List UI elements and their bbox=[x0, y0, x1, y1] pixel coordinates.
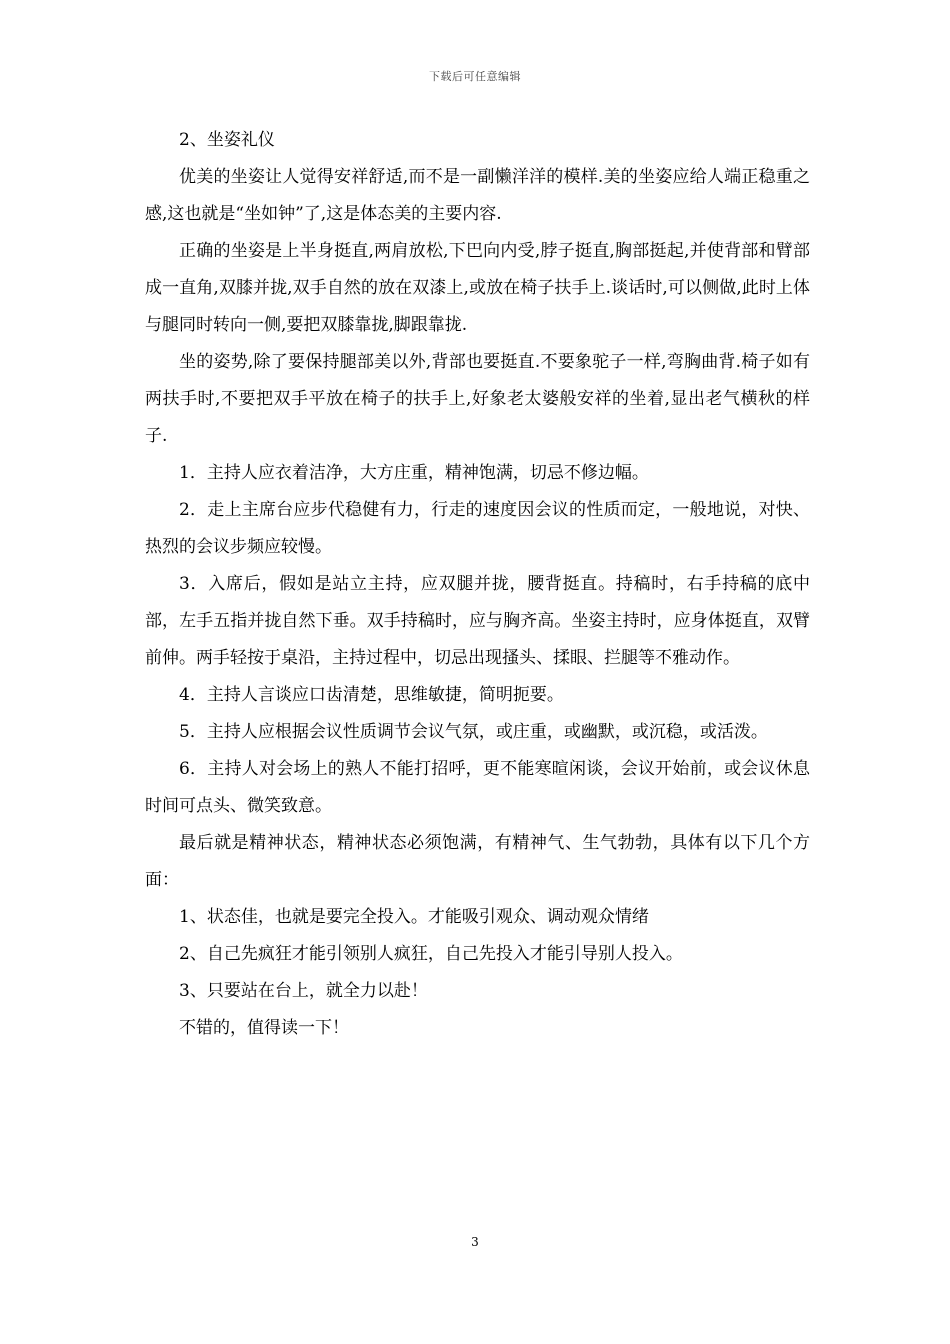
page-number: 3 bbox=[471, 1235, 479, 1249]
list-item: 1．主持人应衣着洁净，大方庄重，精神饱满，切忌不修边幅。 bbox=[179, 463, 649, 483]
list-item: 4．主持人言谈应口齿清楚，思维敏捷，简明扼要。 bbox=[179, 685, 564, 705]
list-item: 2、自己先疯狂才能引领别人疯狂，自己先投入才能引导别人投入。 bbox=[179, 944, 683, 964]
section-heading: 2、坐姿礼仪 bbox=[179, 130, 275, 150]
list-item: 1、状态佳，也就是要完全投入。才能吸引观众、调动观众情绪 bbox=[179, 907, 649, 927]
paragraph: 优美的坐姿让人觉得安祥舒适,而不是一副懒洋洋的模样.美的坐姿应给人端正稳重之感,这也就是“坐如钟”了,这是体态美的主要内容. bbox=[145, 167, 810, 224]
page-header: 下载后可任意编辑 bbox=[429, 70, 521, 83]
list-item: 2．走上主席台应步代稳健有力，行走的速度因会议的性质而定，一般地说，对快、热烈的会议步频应较慢。 bbox=[145, 500, 810, 557]
paragraph: 正确的坐姿是上半身挺直,两肩放松,下巴向内受,脖子挺直,胸部挺起,并使背部和臂部成一直角,双膝并拢,双手自然的放在双漆上,或放在椅子扶手上.谈话时,可以侧做,此时上体与腿同时转向一侧,要把双膝靠拢,脚跟靠拢. bbox=[145, 241, 810, 335]
closing-remark: 不错的，值得读一下！ bbox=[179, 1018, 349, 1038]
list-item: 3、只要站在台上，就全力以赴！ bbox=[179, 981, 428, 1001]
list-item: 6．主持人对会场上的熟人不能打招呼，更不能寒暄闲谈，会议开始前，或会议休息时间可点头、微笑致意。 bbox=[145, 759, 810, 816]
paragraph: 坐的姿势,除了要保持腿部美以外,背部也要挺直.不要象驼子一样,弯胸曲背.椅子如有两扶手时,不要把双手平放在椅子的扶手上,好象老太婆般安祥的坐着,显出老气横秋的样子. bbox=[145, 352, 810, 446]
list-item: 5．主持人应根据会议性质调节会议气氛，或庄重，或幽默，或沉稳，或活泼。 bbox=[179, 722, 768, 742]
paragraph: 最后就是精神状态，精神状态必须饱满，有精神气、生气勃勃，具体有以下几个方面： bbox=[145, 833, 810, 890]
list-item: 3．入席后，假如是站立主持，应双腿并拢，腰背挺直。持稿时，右手持稿的底中部，左手五指并拢自然下垂。双手持稿时，应与胸齐高。坐姿主持时，应身体挺直，双臂前伸。两手轻按于桌沿，主持过程中，切忌出现搔头、揉眼、拦腿等不雅动作。 bbox=[145, 574, 810, 668]
document-body bbox=[145, 122, 810, 1047]
